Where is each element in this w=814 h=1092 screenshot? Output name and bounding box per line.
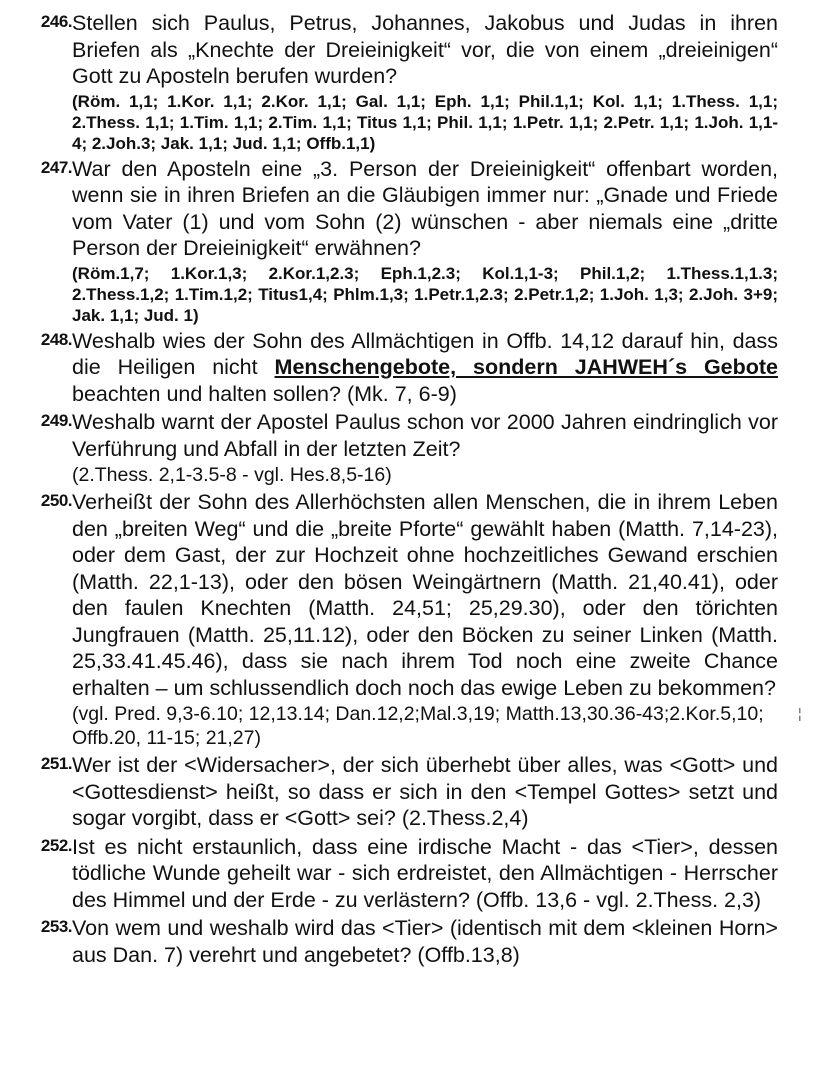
question-number: 248. (40, 329, 72, 349)
question-text-before: Weshalb wies der Sohn des Allmächtigen in Offb. 14,12 darauf hin, dass die Heiligen nicht (72, 328, 778, 379)
question-253 (22, 915, 778, 968)
question-text: Verheißt der Sohn des Allerhöchsten allen Menschen, die in ihrem Leben den „breiten Weg“ und die „breite Pforte“ gewählt haben (Matth. 7,14-23), oder dem Gast, der zur Hochzeit ohne hochzeitliches Gewand erschien (Matth. 22,1-13), oder den bösen Weingärtnern (Matth. 21,40.41), oder den faulen Knechten (Matth. 24,51; 25,29.30), oder den törichten Jungfrauen (Matth. 25,11.12), oder den Böcken zu seiner Linken (Matth. 25,33.41.45.46), dass sie nach ihrem Tod noch eine zweite Chance erhalten – um schlussendlich doch noch das ewige Leben zu bekommen? (72, 490, 778, 700)
question-text: Stellen sich Paulus, Petrus, Johannes, Jakobus und Judas in ihren Briefen als „Knechte der Dreieinigkeit“ vor, die von einem „dreieinigen“ Gott zu Aposteln berufen wurden? (72, 11, 778, 88)
question-number: 246. (40, 12, 72, 31)
question-text: Weshalb warnt der Apostel Paulus schon vor 2000 Jahren eindringlich vor Verführung und Abfall in der letzten Zeit? (72, 410, 778, 461)
question-251 (22, 752, 778, 832)
question-249 (22, 409, 778, 487)
question-248 (22, 328, 778, 408)
question-252 (22, 834, 778, 914)
question-246 (22, 10, 778, 154)
question-text-after: beachten und halten sollen? (Mk. 7, 6-9) (72, 381, 457, 406)
question-text: Ist es nicht erstaunlich, dass eine irdische Macht - das <Tier>, dessen tödliche Wunde geheilt war - sich erdreistet, den Allmächtigen - Herrscher des Himmel und der Erde - zu verlästern? (Offb. 13,6 - vgl. 2.Thess. 2,3) (72, 834, 778, 912)
question-number: 251. (40, 754, 72, 773)
question-number: 252. (40, 835, 72, 855)
question-text: Wer ist der <Widersacher>, der sich überhebt über alles, was <Gott> und <Gottesdienst> heißt, so dass er sich in den <Tempel Gottes> setzt und sogar vorgibt, dass er <Gott> sei? (2.Thess.2,4) (72, 753, 778, 830)
scripture-references: (Röm. 1,1; 1.Kor. 1,1; 2.Kor. 1,1; Gal. 1,1; Eph. 1,1; Phil.1,1; Kol. 1,1; 1.Thess. 1,1; 2.Thess. 1,1; 1.Tim. 1,1; 2.Tim. 1,1; Titus 1,1; Phil. 1,1; 1.Petr. 1,1; 2.Petr. 1,1; 1.Joh. 1,1-4; 2.Joh.3; Jak. 1,1; Jud. 1,1; Offb.1,1) (72, 91, 778, 153)
question-text: War den Aposteln eine „3. Person der Dreieinigkeit“ offenbart worden, wenn sie in ihren Briefen an die Gläubigen immer nur: „Gnade und Friede vom Vater (1) und vom Sohn (2) wünschen - aber niemals eine „dritte Person der Dreieinigkeit“ erwähnen? (72, 156, 778, 260)
scripture-references: (Röm.1,7; 1.Kor.1,3; 2.Kor.1,2.3; Eph.1,2.3; Kol.1,1-3; Phil.1,2; 1.Thess.1,1.3; 2.Thess.1,2; 1.Tim.1,2; Titus1,4; Phlm.1,3; 1.Petr.1,2.3; 2.Petr.1,2; 1.Joh. 1,3; 2.Joh. 3+9; Jak. 1,1; Jud. 1) (72, 263, 778, 325)
question-list (22, 10, 778, 970)
margin-scan-mark: ¦ (798, 705, 802, 721)
scripture-references: (2.Thess. 2,1-3.5-8 - vgl. Hes.8,5-16) (72, 464, 392, 486)
question-text (72, 328, 778, 408)
scripture-references: (vgl. Pred. 9,3-6.10; 12,13.14; Dan.12,2;Mal.3,19; Matth.13,30.36-43;2.Kor.5,10; Offb.20, 11-15; 21,27) (72, 703, 764, 749)
question-text: Von wem und weshalb wird das <Tier> (identisch mit dem <kleinen Horn> aus Dan. 7) verehrt und angebetet? (Offb.13,8) (72, 916, 778, 967)
question-number: 247. (40, 157, 72, 177)
question-number: 253. (40, 917, 72, 936)
question-number: 249. (40, 411, 72, 430)
question-250 (22, 489, 778, 750)
question-number: 250. (40, 491, 72, 510)
emphasized-phrase: Menschengebote, sondern JAHWEH´s Gebote (274, 355, 779, 379)
question-247 (22, 156, 778, 326)
